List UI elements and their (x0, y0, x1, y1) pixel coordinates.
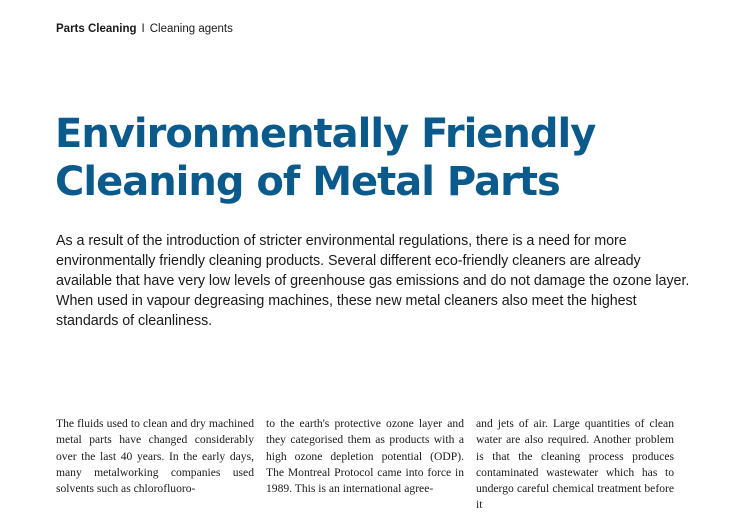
lead-paragraph: As a result of the introduction of stricter environmental regulations, there is a need for more environmentally friendly cleaning products. Several different eco-friendly cleaners are already available that have very low levels of greenhouse gas emissions and do not damage the ozone layer. When used in vapour degreasing machines, these new metal cleaners also meet the highest standards of cleanliness. (56, 233, 690, 329)
running-head (56, 22, 233, 36)
article-title (55, 110, 695, 206)
title-line-1: Environmentally Friendly (55, 111, 596, 157)
body-column-2: to the earth's protective ozone layer and they categorised them as products with a high ozone depletion potential (ODP). The Montreal Protocol came into force in 1989. This is an international agree- (266, 417, 464, 496)
subsection-name: Cleaning agents (149, 23, 233, 35)
header-separator: I (141, 23, 145, 35)
title-line-2: Cleaning of Metal Parts (55, 159, 560, 205)
section-name: Parts Cleaning (56, 23, 137, 35)
body-columns (56, 416, 674, 514)
body-column-3: and jets of air. Large quantities of clean water are also required. Another problem is that the cleaning process produces contaminated wastewater which has to undergo careful chemical treatment before it (476, 417, 674, 512)
body-column-1: The fluids used to clean and dry machined metal parts have changed considerably over the last 40 years. In the early days, many metalworking companies used solvents such as chlorofluoro- (56, 417, 254, 496)
